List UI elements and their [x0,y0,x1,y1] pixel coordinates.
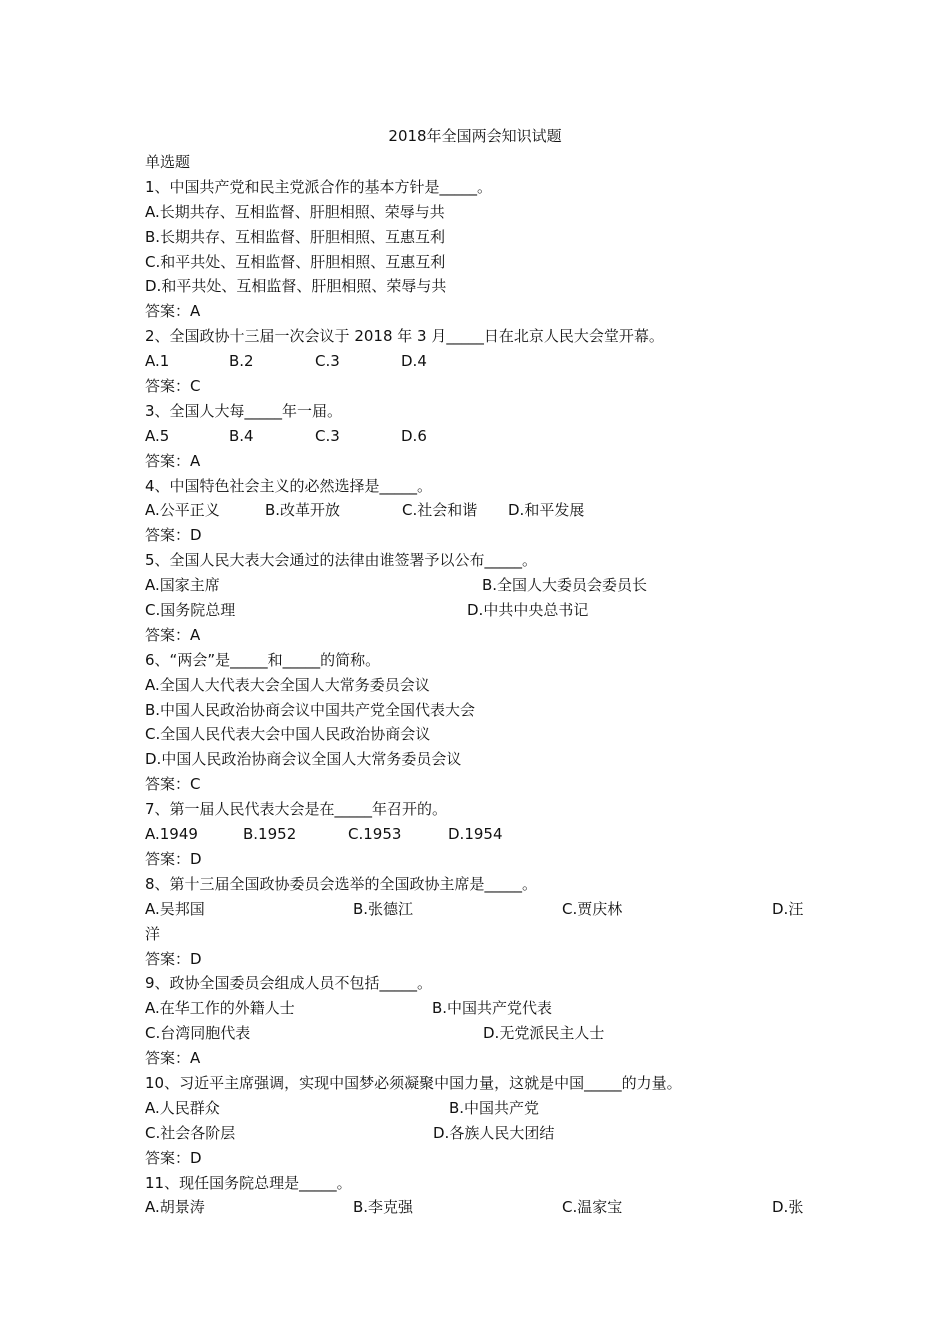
question-10-answer: 答案：D [145,1148,202,1167]
question-1-answer: 答案：A [145,302,201,321]
question-1-stem: 1、中国共产党和民主党派合作的基本方针是_____。 [145,177,493,196]
question-3-stem: 3、全国人大每_____年一届。 [145,401,343,420]
section-heading: 单选题 [145,153,191,171]
question-8-option-b: B.张德江 [353,899,414,918]
question-6-option-d: D.中国人民政治协商会议全国人大常务委员会议 [145,750,462,769]
question-9-option-a: A.在华工作的外籍人士 [145,999,295,1018]
question-4-option-c: C.社会和谐 [402,501,478,520]
question-3-option-c: C.3 [315,426,340,445]
question-4-option-b: B.改革开放 [265,501,341,520]
question-8-options [145,897,815,947]
question-8-option-d: D.汪 [772,899,804,918]
question-3-option-d: D.6 [401,426,427,445]
question-4-options [145,498,815,523]
question-7-option-d: D.1954 [448,825,503,844]
question-1-option-d: D.和平共处、互相监督、肝胆相照、荣辱与共 [145,277,447,296]
question-11-option-b: B.李克强 [353,1198,414,1217]
question-2-option-d: D.4 [401,352,427,371]
question-2-option-b: B.2 [229,352,254,371]
question-9-option-b: B.中国共产党代表 [432,999,553,1018]
question-8-answer: 答案：D [145,949,202,968]
question-2-options [145,349,815,374]
question-10-options-row-1 [145,1096,815,1121]
question-6-answer: 答案：C [145,775,201,794]
question-8-option-c: C.贾庆林 [562,899,623,918]
question-9-answer: 答案：A [145,1049,201,1068]
question-10-stem: 10、习近平主席强调，实现中国梦必须凝聚中国力量，这就是中国_____的力量。 [145,1073,682,1092]
question-5-option-c: C.国务院总理 [145,601,236,620]
question-3-option-b: B.4 [229,426,254,445]
question-9-stem: 9、政协全国委员会组成人员不包括_____。 [145,974,433,993]
question-6-option-c: C.全国人民代表大会中国人民政治协商会议 [145,725,431,744]
question-7-stem: 7、第一届人民代表大会是在_____年召开的。 [145,800,448,819]
question-11-option-d: D.张 [772,1198,804,1217]
question-1-option-a: A.长期共存、互相监督、肝胆相照、荣辱与共 [145,202,445,221]
question-5-options-row-1 [145,573,815,598]
question-3-answer: 答案：A [145,451,201,470]
question-6-stem: 6、“两会”是_____和_____的简称。 [145,650,381,669]
question-3-option-a: A.5 [145,426,170,445]
question-9-option-d: D.无党派民主人士 [483,1024,605,1043]
question-10-option-c: C.社会各阶层 [145,1123,236,1142]
question-2-option-c: C.3 [315,352,340,371]
question-1-option-c: C.和平共处、互相监督、肝胆相照、互惠互利 [145,252,446,271]
question-4-option-a: A.公平正义 [145,501,220,520]
question-10-option-b: B.中国共产党 [449,1098,540,1117]
question-3-options [145,424,815,449]
question-7-option-b: B.1952 [243,825,297,844]
page-title: 2018年全国两会知识试题 [388,127,562,145]
question-11-options [145,1195,815,1220]
question-list [145,150,815,1220]
question-2-stem: 2、全国政协十三届一次会议于 2018 年 3 月_____日在北京人民大会堂开幕。 [145,327,664,346]
question-10-option-d: D.各族人民大团结 [433,1123,555,1142]
question-2-option-a: A.1 [145,352,170,371]
question-5-stem: 5、全国人民大表大会通过的法律由谁签署予以公布_____。 [145,551,538,570]
question-11-option-a: A.胡景涛 [145,1198,205,1217]
question-2-answer: 答案：C [145,377,201,396]
question-8-stem: 8、第十三届全国政协委员会选举的全国政协主席是_____。 [145,874,538,893]
question-9-options-row-2 [145,1021,815,1046]
question-4-stem: 4、中国特色社会主义的必然选择是_____。 [145,476,433,495]
question-1-option-b: B.长期共存、互相监督、肝胆相照、互惠互利 [145,227,446,246]
question-6-option-a: A.全国人大代表大会全国人大常务委员会议 [145,675,430,694]
question-7-options [145,822,815,847]
question-7-option-a: A.1949 [145,825,198,844]
question-4-answer: 答案：D [145,526,202,545]
question-10-options-row-2 [145,1121,815,1146]
question-10-option-a: A.人民群众 [145,1098,220,1117]
question-11-stem: 11、现任国务院总理是_____。 [145,1173,352,1192]
question-5-option-a: A.国家主席 [145,576,220,595]
question-5-option-b: B.全国人大委员会委员长 [482,576,648,595]
question-4-option-d: D.和平发展 [508,501,585,520]
question-5-options-row-2 [145,598,815,623]
question-8-option-a: A.吴邦国 [145,899,205,918]
question-5-answer: 答案：A [145,625,201,644]
question-6-option-b: B.中国人民政治协商会议中国共产党全国代表大会 [145,700,476,719]
question-8-option-d-continued: 洋 [145,924,161,943]
question-7-option-c: C.1953 [348,825,402,844]
question-7-answer: 答案：D [145,849,202,868]
question-9-option-c: C.台湾同胞代表 [145,1024,251,1043]
question-5-option-d: D.中共中央总书记 [467,601,589,620]
question-11-option-c: C.温家宝 [562,1198,623,1217]
question-9-options-row-1 [145,996,815,1021]
